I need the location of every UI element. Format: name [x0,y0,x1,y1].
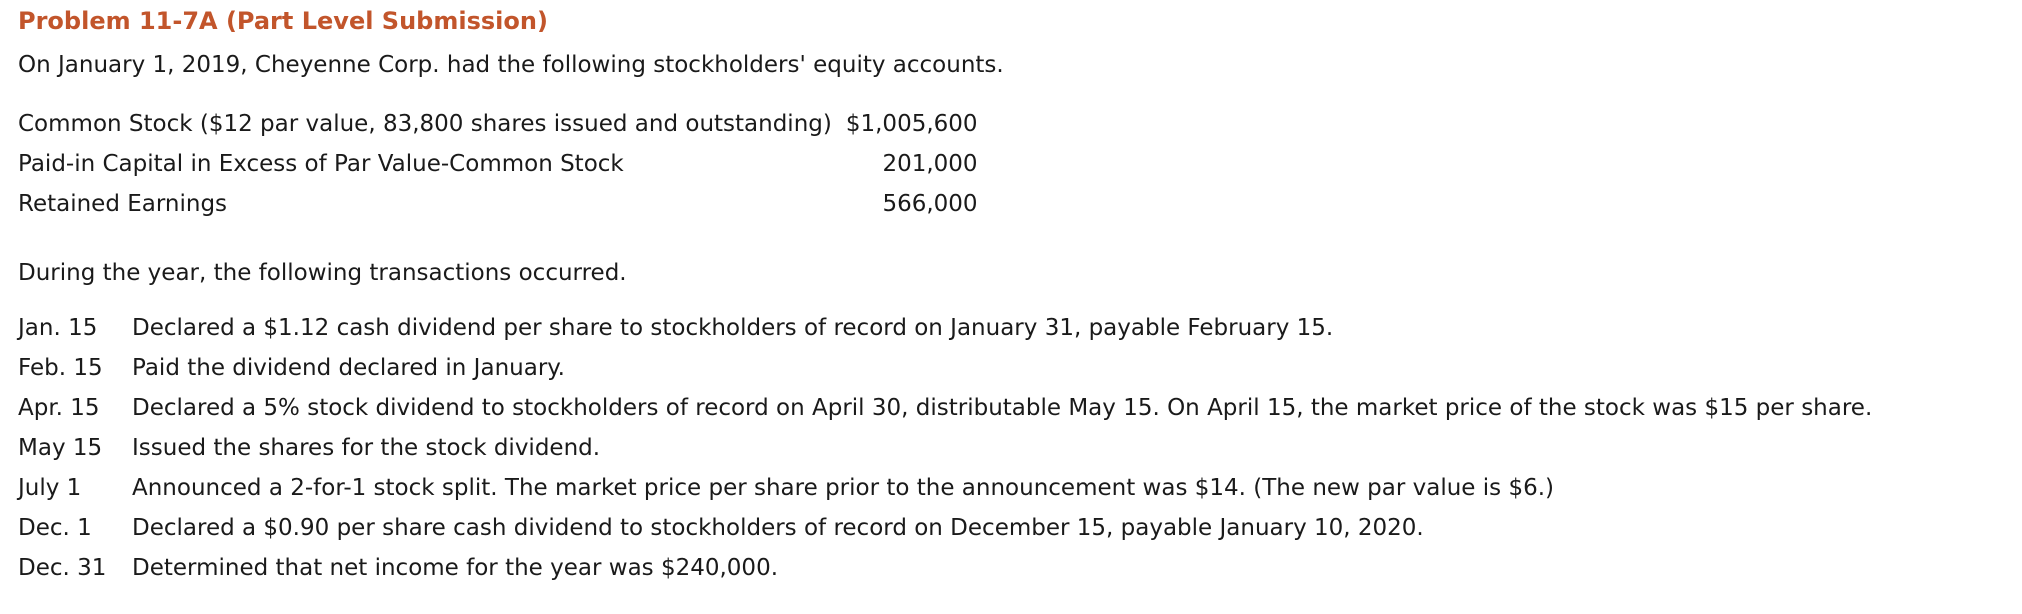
transaction-date: July 1 [18,475,82,501]
transaction-description: Determined that net income for the year was $240,000. [132,555,779,581]
transaction-description: Declared a $1.12 cash dividend per share to stockholders of record on January 31, payable February 15. [132,315,1334,341]
transaction-date: Dec. 1 [18,515,92,541]
transaction-row [18,348,1872,388]
transaction-date: Feb. 15 [18,355,103,381]
intro-text: On January 1, 2019, Cheyenne Corp. had the following stockholders' equity accounts. [18,52,1004,78]
transaction-row [18,468,1872,508]
account-name: Common Stock ($12 par value, 83,800 shares issued and outstanding) [18,111,832,137]
transaction-row [18,428,1872,468]
transaction-row [18,548,1872,588]
account-name: Retained Earnings [18,191,228,217]
transactions-table [18,308,1872,588]
during-year-text: During the year, the following transactions occurred. [18,260,627,286]
transaction-description: Issued the shares for the stock dividend. [132,435,601,461]
transaction-row [18,308,1872,348]
transaction-date: Apr. 15 [18,395,100,421]
account-name: Paid-in Capital in Excess of Par Value-Common Stock [18,151,624,177]
equity-accounts-table [18,104,978,224]
account-amount: 566,000 [882,191,978,217]
transaction-description: Announced a 2-for-1 stock split. The market price per share prior to the announcement was $14. (The new par value is $6.) [132,475,1555,501]
problem-title: Problem 11-7A (Part Level Submission) [18,7,548,35]
transaction-description: Declared a $0.90 per share cash dividend to stockholders of record on December 15, payable January 10, 2020. [132,515,1424,541]
account-row [18,104,978,144]
transaction-row [18,388,1872,428]
account-row [18,184,978,224]
transaction-description: Paid the dividend declared in January. [132,355,565,381]
transaction-row [18,508,1872,548]
transaction-date: Jan. 15 [18,315,98,341]
account-amount: 201,000 [882,151,978,177]
transaction-description: Declared a 5% stock dividend to stockholders of record on April 30, distributable May 15. On April 15, the market price of the stock was $15 per share. [132,395,1873,421]
account-row [18,144,978,184]
transaction-date: May 15 [18,435,103,461]
account-amount: $1,005,600 [845,111,978,137]
transaction-date: Dec. 31 [18,555,107,581]
